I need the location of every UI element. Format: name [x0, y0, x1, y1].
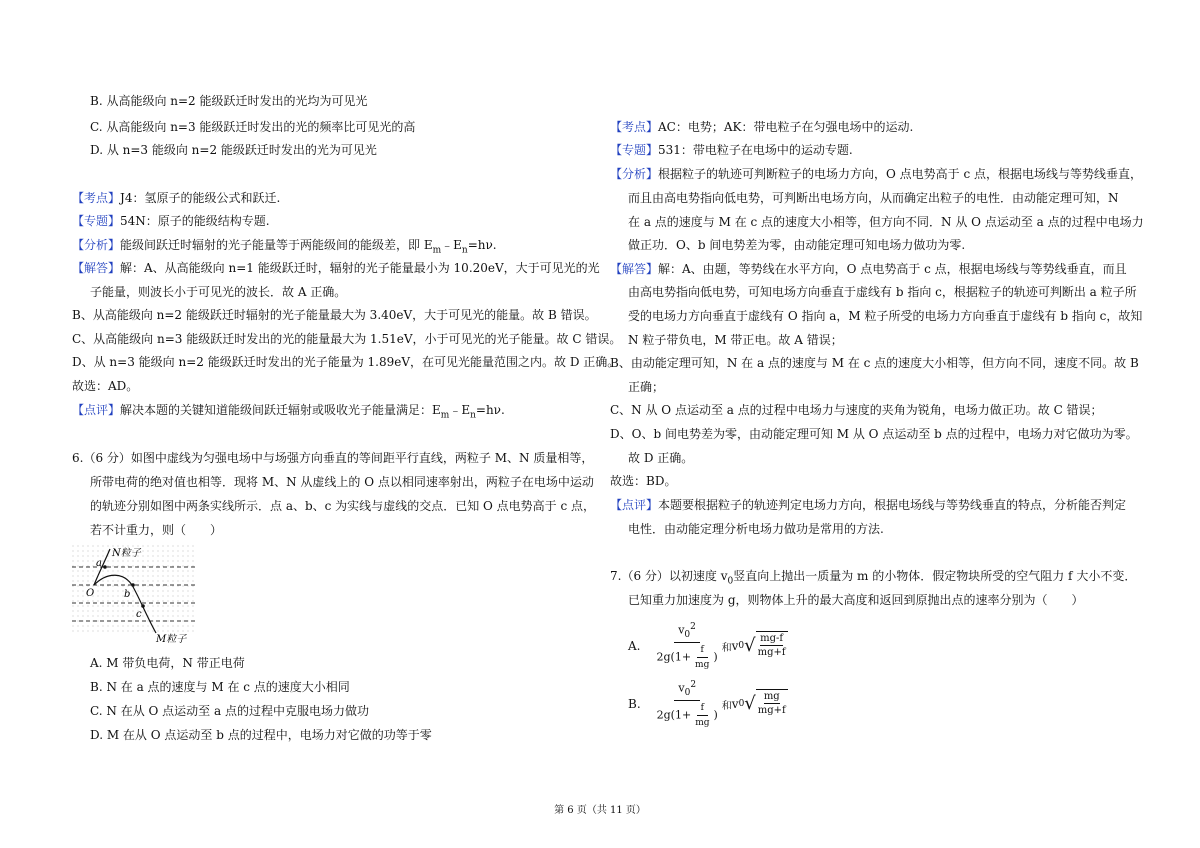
v: v [678, 681, 685, 695]
r-dianping-line-2: 电性．由动能定理分析电场力做功是常用的方法. [628, 522, 884, 536]
option-c: C. 从高能级向 n=3 能级跃迁时发出的光的频率比可见光的高 [90, 120, 416, 134]
r-kaodian-text: AC：电势；AK：带电粒子在匀强电场中的运动. [658, 120, 914, 134]
f-over-mg [691, 701, 713, 730]
kaodian-tag: 【考点】 [72, 191, 121, 205]
sqrt-body [756, 631, 788, 661]
label-o: O [86, 588, 95, 599]
zhuanti-tag: 【专题】 [72, 214, 121, 228]
q7-text-pre: 7.（6 分）以初速度 v [610, 569, 728, 583]
frac-num [674, 620, 700, 643]
f-over-mg [691, 643, 713, 672]
q7-sub-0: 0 [727, 576, 734, 587]
frac-num [674, 678, 700, 701]
label-n-particle: N粒子 [112, 548, 141, 559]
r-zhuanti-text: 531：带电粒子在电场中的运动专题. [658, 143, 853, 157]
sqrt-body [756, 689, 788, 719]
q6-line-4: 若不计重力，则（ ） [90, 523, 223, 537]
q7-option-b-label: B. [628, 697, 641, 711]
dianping-text: 解决本题的关键知道能级间跃迁辐射或吸收光子能量满足：E [120, 403, 441, 417]
q7-option-a [628, 622, 788, 670]
and-text: 和 [721, 642, 732, 654]
dianping-sub-m: m [440, 410, 450, 421]
r-jieda-line-9: 故 D 正确。 [628, 451, 694, 465]
kaodian-line [72, 189, 280, 207]
v: v [678, 623, 685, 637]
page-footer: 第 6 页（共 11 页） [554, 805, 646, 816]
r-fenxi-line-1 [610, 165, 1142, 183]
den-pre: 2g(1+ [656, 650, 692, 664]
mg-plus-f: mg+f [757, 647, 786, 658]
den-post: ) [713, 708, 718, 722]
sub0: 0 [738, 699, 745, 709]
mg: mg [763, 691, 780, 702]
sub0: 0 [684, 687, 691, 698]
r-jieda-tag: 【解答】 [610, 262, 659, 276]
jieda-line-1 [72, 259, 600, 277]
q6-line-1: 6.（6 分）如图中虚线为匀强电场中与场强方向垂直的等间距平行直线，两粒子 M、N 质量相等， [72, 451, 594, 465]
frac-den [652, 643, 721, 672]
dianping-line [72, 401, 505, 424]
dianping-tag: 【点评】 [72, 403, 121, 417]
q6-option-c: C. N 在从 O 点运动至 a 点的过程中克服电场力做功 [90, 704, 369, 718]
r-jieda-line-7: C、N 从 O 点运动至 a 点的过程中电场力与速度的夹角为锐角，电场力做正功。故 C 错误； [610, 403, 1103, 417]
q6-line-2: 所带电荷的绝对值也相等．现将 M、N 从虚线上的 O 点以相同速率射出，两粒子在电场中运动 [90, 475, 594, 489]
q6-line-3: 的轨迹分别如图中两条实线所示．点 a、b、c 为实线与虚线的交点．已知 O 点电势高于 c 点， [90, 499, 596, 513]
fenxi-text: 能级间跃迁时辐射的光子能量等于两能级间的能级差，即 E [120, 238, 433, 252]
r-jieda-line-5: B、由动能定理可知，N 在 a 点的速度与 M 在 c 点的速度大小相等，但方向不同，速度不同。故 B [610, 356, 1139, 370]
sqrt-expr-a [744, 631, 787, 661]
q7-text-post: 竖直向上抛出一质量为 m 的小物体．假定物块所受的空气阻力 f 大小不变． [733, 569, 1137, 583]
mg-minus-f: mg-f [760, 633, 784, 644]
jieda-line-5: D、从 n=3 能级向 n=2 能级跃迁时发出的光子能量为 1.89eV，在可见光能量范围之内。故 D 正确。 [72, 355, 620, 369]
r-jieda-line-3: 受的电场力方向垂直于虚线有 O 指向 a，M 粒子所受的电场力方向垂直于虚线有 b 指向 c，故知 [628, 309, 1143, 323]
kaodian-text: J4：氢原子的能级公式和跃迁. [120, 191, 281, 205]
option-b: B. 从高能级向 n=2 能级跃迁时发出的光均为可见光 [90, 94, 368, 108]
label-a: a [96, 558, 102, 569]
q7-b-height-fraction [653, 678, 722, 730]
r-kaodian-tag: 【考点】 [610, 120, 659, 134]
mg-plus-f: mg+f [757, 705, 786, 716]
sub0: 0 [738, 641, 745, 651]
f: f [697, 643, 708, 658]
q7-line-2: 已知重力加速度为 g，则物体上升的最大高度和返回到原抛出点的速率分别为（ ） [628, 593, 1084, 607]
r-jieda-line-2: 由高电势指向低电势，可知电场方向垂直于虚线有 b 指向 c，根据粒子的轨迹可判断出 a 粒子所 [628, 285, 1137, 299]
r-fenxi-tag: 【分析】 [610, 167, 659, 181]
r-dianping-text-1: 本题要根据粒子的轨迹判定电场力方向，根据电场线与等势线垂直的特点，分析能否判定 [658, 498, 1127, 512]
r-kaodian-line [610, 118, 913, 136]
r-fenxi-line-2: 而且由高电势指向低电势，可判断出电场方向，从而确定出粒子的电性．由动能定理可知，N [628, 191, 1119, 205]
q6-option-b: B. N 在 a 点的速度与 M 在 c 点的速度大小相同 [90, 680, 350, 694]
label-m-particle: M粒子 [156, 634, 187, 645]
label-c: c [136, 609, 142, 620]
dianping-post: =hν. [475, 403, 505, 417]
label-b: b [124, 589, 131, 600]
r-dianping-tag: 【点评】 [610, 498, 659, 512]
q7-line-1 [610, 567, 1136, 590]
r-fenxi-line-3: 在 a 点的速度与 M 在 c 点的速度大小相等，但方向不同．N 从 O 点运动至 a 点的过程中电场力 [628, 215, 1144, 229]
frac-den [653, 701, 722, 730]
dianping-mid: ﹣E [449, 403, 471, 417]
den-post: ) [713, 650, 718, 664]
zhuanti-text: 54N：原子的能级结构专题. [120, 214, 270, 228]
f: f [697, 701, 708, 716]
point-b [131, 583, 135, 587]
r-jieda-line-1 [610, 260, 1127, 278]
option-d: D. 从 n=3 能级向 n=2 能级跃迁时发出的光为可见光 [90, 143, 377, 157]
jieda-text-1: 解：A、从高能级向 n=1 能级跃迁时，辐射的光子能量最小为 10.20eV，大于可见光的光 [120, 261, 600, 275]
particle-trajectory-figure [72, 545, 202, 645]
q6-option-d: D. M 在从 O 点运动至 b 点的过程中，电场力对它做的功等于零 [90, 728, 432, 742]
sup2: 2 [690, 680, 697, 691]
and-text: 和 [721, 700, 732, 712]
r-jieda-line-8: D、O、b 间电势差为零，由动能定理可知 M 从 O 点运动至 b 点的过程中，电场力对它做功为零。 [610, 427, 1138, 441]
r-jieda-text-1: 解：A、由题，等势线在水平方向，O 点电势高于 c 点，根据电场线与等势线垂直，而且 [658, 262, 1127, 276]
sup2: 2 [690, 622, 696, 633]
dianping-sub-n: n [470, 410, 476, 421]
r-dianping-line-1 [610, 496, 1126, 514]
fenxi-post: =hν. [467, 238, 497, 252]
zhuanti-line [72, 212, 270, 230]
r-jieda-line-10: 故选：BD。 [610, 474, 677, 488]
mg: mg [695, 659, 710, 670]
sqrt-expr-b [744, 689, 787, 719]
jieda-line-3: B、从高能级向 n=2 能级跃迁时辐射的光子能量最大为 3.40eV，大于可见光的能量。故 B 错误。 [72, 308, 597, 322]
jieda-line-6: 故选：AD。 [72, 379, 139, 393]
r-jieda-line-6: 正确； [628, 380, 665, 394]
fenxi-mid: ﹣E [441, 238, 462, 252]
q7-a-height-fraction [652, 620, 721, 672]
jieda-tag: 【解答】 [72, 261, 121, 275]
r-zhuanti-tag: 【专题】 [610, 143, 659, 157]
fenxi-sub-n: n [461, 245, 468, 256]
point-a [103, 565, 107, 569]
r-fenxi-line-4: 做正功．O、b 间电势差为零，由动能定理可知电场力做功为零. [628, 238, 966, 252]
fenxi-sub-m: m [432, 245, 442, 256]
point-c [141, 604, 145, 608]
q6-option-a: A. M 带负电荷，N 带正电荷 [90, 656, 245, 670]
v: v [731, 639, 739, 653]
v: v [731, 697, 739, 711]
jieda-line-4: C、从高能级向 n=3 能级跃迁时发出的光的能量最大为 1.51eV，小于可见光的光子能量。故 C 错误。 [72, 332, 622, 346]
den-pre: 2g(1+ [656, 708, 692, 722]
r-zhuanti-line [610, 141, 853, 159]
q7-option-a-label: A. [628, 639, 641, 653]
r-jieda-line-4: N 粒子带负电，M 带正电。故 A 错误； [628, 333, 843, 347]
fenxi-line [72, 236, 497, 259]
jieda-line-2: 子能量，则波长小于可见光的波长．故 A 正确。 [90, 285, 347, 299]
fenxi-tag: 【分析】 [72, 238, 121, 252]
radical-icon: √ [744, 693, 756, 714]
mg: mg [695, 717, 710, 728]
sub0: 0 [684, 629, 691, 640]
q7-option-b [628, 680, 788, 728]
radical-icon: √ [744, 635, 756, 656]
r-fenxi-text-1: 根据粒子的轨迹可判断粒子的电场力方向，O 点电势高于 c 点，根据电场线与等势线垂直， [658, 167, 1143, 181]
